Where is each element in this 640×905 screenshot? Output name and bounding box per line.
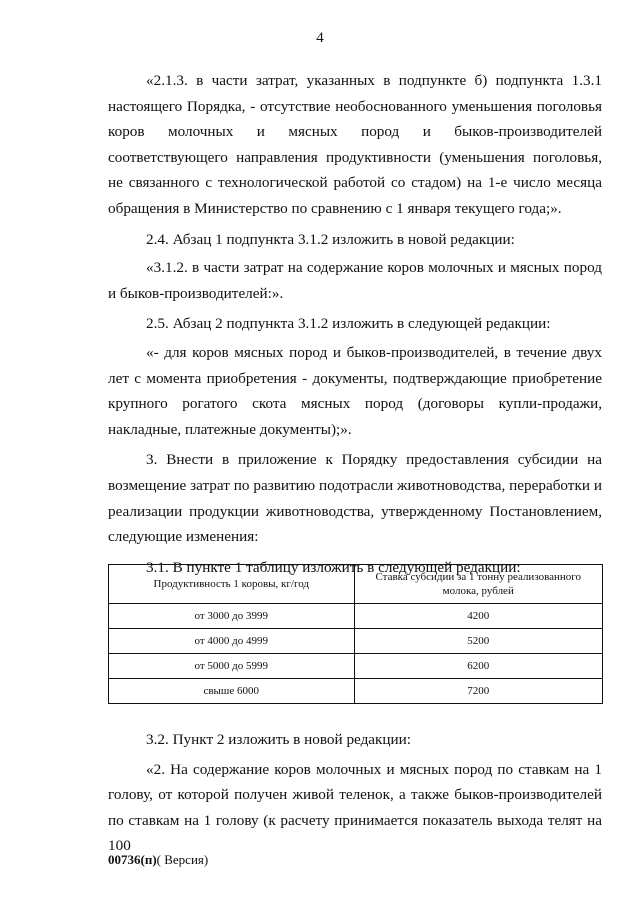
- paragraph-2-4: 2.4. Абзац 1 подпункта 3.1.2 изложить в новой редакции:: [146, 230, 515, 248]
- paragraph-3-appendix-changes: 3. Внести в приложение к Порядку предоставления субсидии на возмещение затрат по развитию подотрасли животноводства, переработки и реализации продукции животноводства, утвержденному Постановлением, следующие изменения:: [108, 451, 602, 546]
- paragraph-3-2: 3.2. Пункт 2 изложить в новой редакции:: [146, 731, 412, 748]
- table-cell-rate: 6200: [354, 654, 603, 679]
- paragraph-2-maintenance-quote: «2. На содержание коров молочных и мясных пород по ставкам на 1 голову, от которой получен живой теленок, а также быков-производителей по ставкам на 1 голову (к расчету принимается показатель выхода телят на 100: [108, 760, 602, 855]
- document-footer: [108, 852, 208, 868]
- table-cell-rate: 7200: [354, 679, 603, 704]
- page-number: 4: [316, 30, 324, 46]
- paragraph-meat-breeds-quote: «- для коров мясных пород и быков-производителей, в течение двух лет с момента приобретения - документы, подтверждающие приобретение крупного рогатого скота мясных пород (договоры купли-продажи, накладные, платежные документы);».: [108, 343, 602, 438]
- table-row: [109, 604, 603, 629]
- paragraph-2-1-3: «2.1.3. в части затрат, указанных в подпункте б) подпункта 1.3.1 настоящего Порядка, - отсутствие необоснованного уменьшения поголовья коров молочных и мясных пород и быков-производителей соответствующего направления продуктивности (уменьшения поголовья, не связанного с технологической работой со стадом) на 1-е число месяца обращения в Министерство по сравнению с 1 января текущего года;».: [108, 72, 602, 217]
- table-cell-productivity: свыше 6000: [109, 679, 355, 704]
- subsidy-rates-table: [108, 564, 603, 704]
- table-row: [109, 654, 603, 679]
- table-header-productivity: Продуктивность 1 коровы, кг/год: [109, 565, 355, 604]
- table-cell-rate: 4200: [354, 604, 603, 629]
- paragraph-2-5: 2.5. Абзац 2 подпункта 3.1.2 изложить в следующей редакции:: [146, 315, 551, 333]
- table-cell-productivity: от 5000 до 5999: [109, 654, 355, 679]
- table-cell-rate: 5200: [354, 629, 603, 654]
- table-row: [109, 679, 603, 704]
- subsidy-rates-table-container: [108, 564, 603, 704]
- body-text-continued: [108, 727, 602, 859]
- table-header-row: [109, 565, 603, 604]
- table-cell-productivity: от 4000 до 4999: [109, 629, 355, 654]
- document-version: ( Версия): [156, 852, 209, 867]
- table-header-subsidy-rate: Ставка субсидии за 1 тонну реализованного молока, рублей: [354, 565, 603, 604]
- body-text: [108, 68, 602, 583]
- table-row: [109, 629, 603, 654]
- paragraph-3-1-2-quote: «3.1.2. в части затрат на содержание коров молочных и мясных пород и быков-производителей:».: [108, 259, 602, 302]
- paragraph-3-1: 3.1. В пункте 1 таблицу изложить в следующей редакции:: [146, 558, 521, 576]
- table-cell-productivity: от 3000 до 3999: [109, 604, 355, 629]
- document-code: 00736(п): [108, 852, 157, 867]
